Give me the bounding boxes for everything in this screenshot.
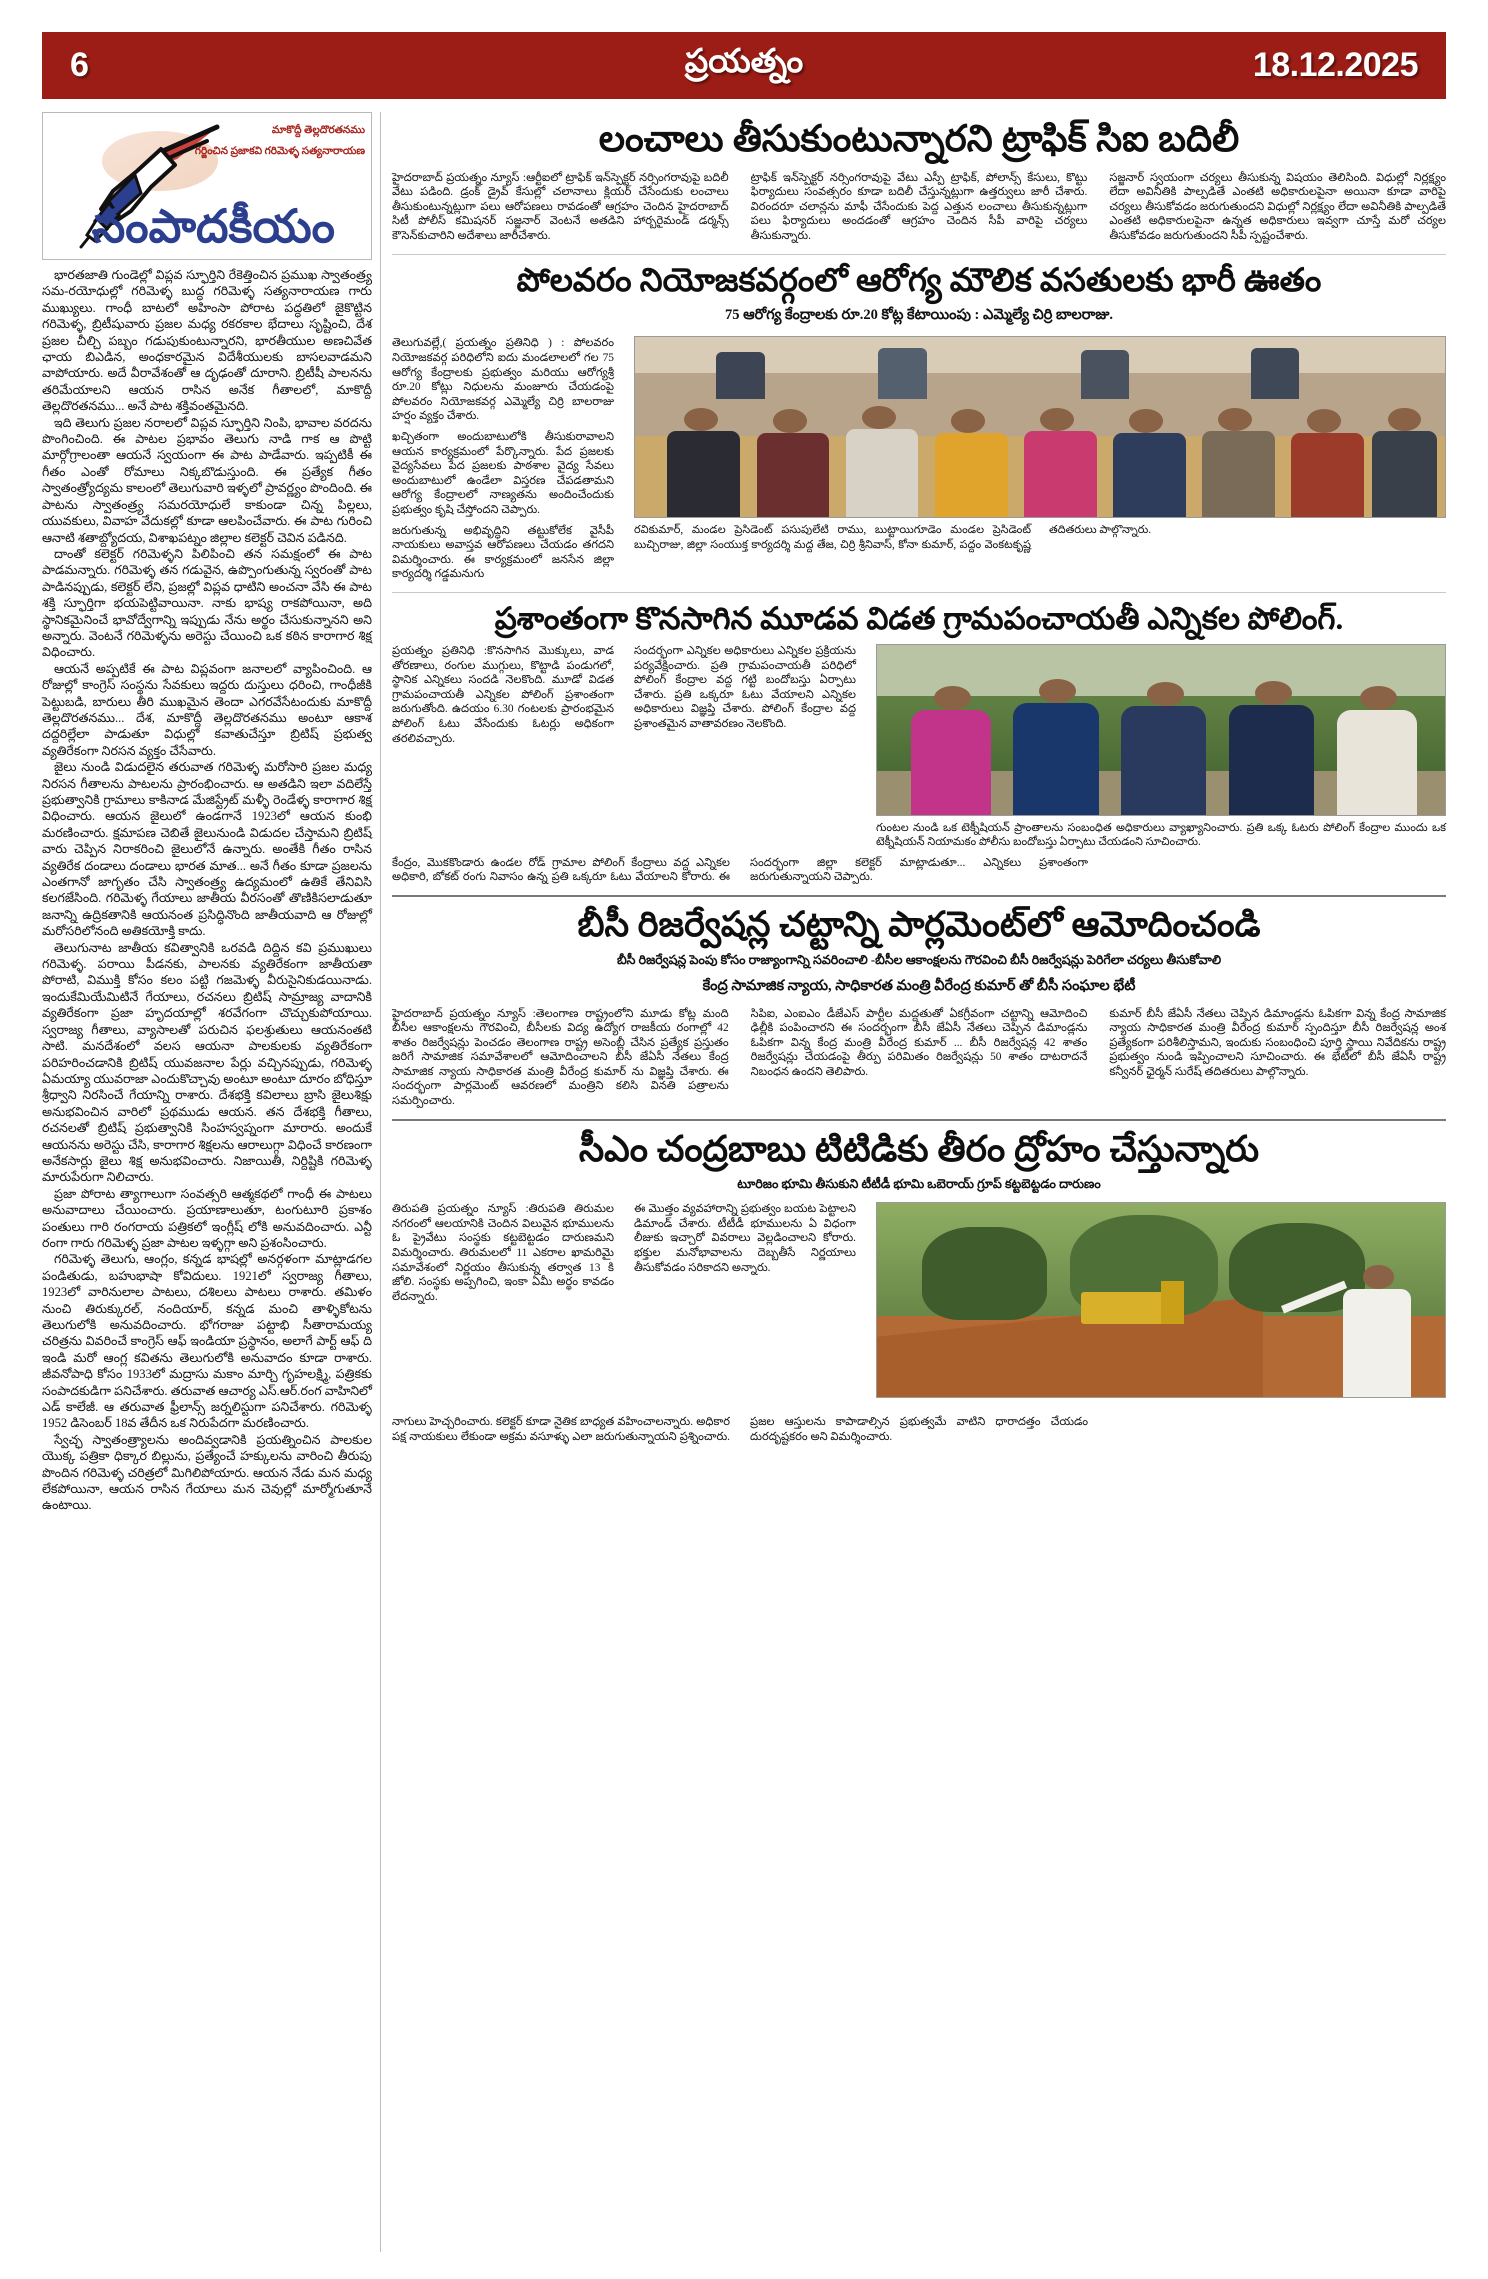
story-photo-polling: [876, 644, 1446, 816]
story-column: జరుగుతున్న అభివృద్ధిని తట్టుకోలేక వైసీపీ నాయకులు అవాస్తవ ఆరోపణలు చేయడం తగదని విమర్శించారు. ఈ కార్యక్రమంలో జనసేన జిల్లా కార్యదర్శి గడ్డమనుగు: [392, 524, 614, 581]
editorial-kicker-line-2: గర్జించిన ప్రజాకవి గరిమెళ్ళ సత్యనారాయణ: [194, 146, 365, 157]
column-divider: [380, 112, 381, 2252]
editorial-column: [42, 112, 372, 2252]
story-body: [392, 171, 1446, 244]
masthead: [42, 32, 1446, 99]
editorial-paragraph: ప్రజా పోరాట త్యాగాలుగా సంవత్సరి ఆత్మకథలో గాంధీ ఈ పాటలు అనువాదాలు చేయించారు. ప్రయాణాలుతూ, టంగుటూరి ప్రకాశం పంతులు గారి రంగరాయ పత్రికలో ఇంగ్లీష్ లోకి అనువదించారు. ఎన్టీ రంగా గారు గరిమెళ్ళ ప్రజా పాటల ఇళ్ళగ్గా అని ప్రశంసించారు.: [42, 1186, 372, 1250]
story-photo-ttd-land: [876, 1202, 1446, 1398]
section-divider: [392, 895, 1446, 897]
story-column: తెలుగువల్లే,( ప్రయత్నం ప్రతినిధి ) : పోలవరం నియోజకవర్గ పరిధిలోని ఐదు మండలాలలో గల 75 ఆరోగ్య కేంద్రాలకు ప్రభుత్వం మరియు ఆరోగ్యశ్రీ రూ.20 కోట్లు నిధులను మంజూరు చేయడంపై పోలవరం నియోజకవర్గ ఎమ్మెల్యే చిర్రి బాలరాజు హర్షం వ్యక్తం చేశారు.: [392, 337, 614, 423]
section-divider: [392, 1119, 1446, 1121]
headline: పోలవరం నియోజకవర్గంలో ఆరోగ్య మౌలిక వసతులకు భారీ ఊతం: [516, 262, 1322, 299]
section-divider: [392, 592, 1446, 593]
story-column: హైదరాబాద్ ప్రయత్నం న్యూస్ :తెలంగాణ రాష్ట్రంలోని మూడు కోట్ల మంది బీసీల ఆకాంక్షలను గౌరవించి, బీసీలకు విద్య ఉద్యోగ రాజకీయ రంగాల్లో 42 శాతం రిజర్వేషన్లు పెంచడం తెలంగాణ రాష్ట్ర అసెంబ్లీ చేసిన ప్రత్యేక ప్రస్తుతం జరిగే సామాజిక సమావేశాలలో ఆమోదించాలని బీసీ జేఏసీ నేతలు కేంద్ర సామాజిక న్యాయ సాధికారత మంత్రి వీరేంద్ర కుమార్ ను విజ్ఞప్తి చేశారు. ఈ సందర్భంగా పార్లమెంట్ ఆవరణలో మంత్రిని కలిసి వినతి పత్రాలను సమర్పించారు.: [392, 1007, 729, 1108]
section-divider: [392, 254, 1446, 255]
headline: సీఎం చంద్రబాబు టిటిడికు తీరం ద్రోహం చేస్తున్నారు: [578, 1128, 1260, 1169]
story-column: కుమార్ బీసీ జేఏసీ నేతలు చెప్పిన డిమాండ్లను ఓపికగా విన్న కేంద్ర సామాజిక న్యాయ సాధికారత మంత్రి వీరేంద్ర కుమార్ స్పందిస్తూ బీసీ రిజర్వేషన్ల అంశ ప్రత్యేకంగా పరిశీలిస్తామని, ఇందుకు సంబంధించి పూర్తి స్థాయి నివేదికను రాష్ట్ర ప్రభుత్వం నుండి ఇప్పించాలని సూచించారు. ఈ భేటీలో బీసీ జేఏసీ రాష్ట్ర కన్వీనర్ ఛైర్మన్ సురేష్ తదితరులు పాల్గొన్నారు.: [1109, 1007, 1446, 1078]
editorial-paragraph: స్వేచ్ఛ స్వాతంత్ర్యాలను అందివ్వడానికి ప్రయత్నించిన పాలకుల యొక్క పత్రికా ధిక్కార బిల్లును, ప్రత్యేంచే హక్కులను వారించి తీరుపు పొందిన గరిమెళ్ళ చరిత్రలో మిగిలిపోయారు. ఆయన నేడు మన మధ్య లేకపోయినా, ఆయన రాసిన గేయాలు మన చెవుల్లో మార్మోగుతూనే ఉంటాయి.: [42, 1432, 372, 1513]
editorial-paragraph: గరిమెళ్ళ తెలుగు, ఆంగ్లం, కన్నడ భాషల్లో అనర్గళంగా మాట్లాడగల పండితుడు, బహుభాషా కోవిదులు. 1921లో స్వరాజ్య గీతాలు, 1923లో వారినులాల పాటలు, దశిలలు పాటలు రాశారు. తమిళం నుంచి తిరుక్కురల్, నందియార్, కన్నడ మంచి తాళ్ళికోటను తెలుగులోకి అనువదించారు. భోగరాజు పట్టాభి సీతారామయ్య చరిత్రను వివరించే కాంగ్రెస్ ఆఫ్ ఇండియా ప్రస్థానం, అలాగే పార్ట్ ఆఫ్ ది ఇండి మరో ఆంగ్ల కవితను తెలుగులోకి అనువాదం కూడా రాశారు. జీవనోపాధి కోసం 1933లో మద్రాసు మకాం మార్చి గృహలక్ష్మి, పత్రికకు సంపాదకుడిగా పనిచేశారు. తరువాత ఆచార్య ఎస్.ఆర్.రంగ వాహినిలో ఎడ్ కాలేజీ. ఆ తరువాత ఫ్రీలాన్స్ జర్నలిస్టుగా పనిచేశారు. గరిమెళ్ళ 1952 డిసెంబర్ 18వ తేదీన ఒక నిరుపేదగా మరణించారు.: [42, 1252, 372, 1431]
story-polavaram-health: [392, 264, 1446, 582]
story-column: కేంద్రం, మొకకొండారు ఉండల రోడ్ గ్రామాల పోలింగ్ కేంద్రాలు వద్ద ఎన్నికల అధికారి, బోకట్ రంగు నివాసం ఉన్న ప్రతి ఒక్కరూ ఓటు వేయాలని కోరారు. ఈ సందర్భంగా జిల్లా కలెక్టర్ మాట్లాడుతూ... ఎన్నికలు ప్రశాంతంగా జరుగుతున్నాయని చెప్పారు.: [392, 856, 1088, 884]
story-traffic-ci-transfer: [392, 120, 1446, 244]
page-number: 6: [70, 46, 90, 84]
editorial-paragraph: ఇది తెలుగు ప్రజల నరాలలో విప్లవ స్ఫూర్తిని నింపి, భావాల వరదను పొంగించింది. ఈ పాటల ప్రభావం తెలుగు నాడి గాక ఆ పొట్టి మార్గోగ్రాలంతా ఆయనే స్వయంగా ఈ పాట పాడేవారు. ఇప్పటికీ ఈ గీతం ఎంతో రోమాలు నిక్కబొడుస్తుంది. ఈ ప్రత్యేక గీతం స్వాతంత్ర్యోద్యమ కాలంలో తెలుగువారి ఇళ్ళలో ప్రావర్ణ్యం పొందింది. ఈ పాటను స్వాతంత్ర్య సమరయోధులే కాకుండా చిన్న పిల్లలు, యువకులు, వివాహ వేదుకల్లో కూడా ఆలపించేవారు. ఈ పాట గురించి ఆనాటి శతాబ్ద్యోదయ, విశాఖపట్నం జిల్లాల కలెక్టర్ చెవిన పడినది.: [42, 415, 372, 545]
editorial-paragraph: దాంతో కలెక్టర్ గరిమెళ్ళని పిలిపించి తన సమక్షంలో ఈ పాట పాడమన్నారు. గరిమెళ్ళ తన గడువైన, ఉప్పొంగుతున్న స్వరంతో పాట పాడినప్పుడు, కలెక్టర్ లేని, ప్రజల్లో విప్లవ ధాటిని అంచనా వేసి ఈ పాట శక్తి స్ఫూర్తిగా భయపెట్టివాయినా. నాకు భాష్య రాకపోయినా, అది స్థానికమైనించే భావోద్వేగాన్ని ఇప్పుడు నేను అర్థం చేసుకున్నానని అని అన్నారు. వెంటనే గరిమెళ్ళను అరెస్టు చేయించి ఒక కఠిన కారాగార శిక్ష విధించారు.: [42, 546, 372, 660]
editorial-paragraph: తెలుగునాట జాతీయ కవిత్వానికి ఒరవడి దిద్దిన కవి ప్రముఖులు గరిమెళ్ళ. పరాయి పీడనకు, పాలనకు వ్యతిరేకంగా జాతీయతా పోరాటి, విముక్తి కోసం కలం పట్టి గజమెళ్ళ వీరుసైనికుడయినాడు. ఇందుకేమియేమిటినే గేయాలు, రచనలు బ్రిటిష్ సామ్రాజ్య వాదానికి వ్యతిరేకంగా ప్రజా హృదయాల్లో శరవేగంగా చొచ్చుకుపోయాయి. స్వరాజ్య గీతాలు, వ్యాసాలతో పరుచిన ఫలశ్రుతులు ఆయనంతటి సాటి. మనదేశంలో వలస ఆయనా పాలకులకు వ్యతిరేకంగా పరిహరించడానికి బ్రిటిష్ యువజనాల పేర్లు వచ్చినప్పుడు, గరిమెళ్ళ ఏమయ్యా యువరాజా ఎందుకొచ్చావు అంటూ అంటూ దూరం బోధిస్తూ శ్రీధ్వాని నిరసించే గేయాన్ని రాశారు. దేశభక్తి కవిలాలు బ్రాసి జైలుశిక్షు అనుభవించిన వారిలో ప్రథముడు ఆయన. తన దేశభక్తి గీతాలు, రచనలతో బ్రిటిష్ ప్రభుత్వానికి సింహస్వప్నంగా మారారు. అందుకే ఆయనను అరెస్టు చేసి, కారాగార శిక్షలను ఆరాలుగ్గా విధించే కారణంగా అనేకసార్లు జైలు శిక్ష అనుభవించారు. నిజాయితీ, నిర్దిష్టికి గరిమెళ్ళ మారుపేరుగా నిలిచారు.: [42, 940, 372, 1185]
story-photo-polavaram: [634, 336, 1446, 518]
subheadline: టూరిజం భూమి తీసుకుని టీటీడీ భూమి ఒబెరాయ్ గ్రూప్ కట్టబెట్టడం దారుణం: [737, 1177, 1101, 1192]
subheadline-1: బీసీ రిజర్వేషన్ల పెంపు కోసం రాజ్యాంగాన్ని సవరించాలి -బీసీల ఆకాంక్షలను గౌరవించి బీసీ రిజర్వేషన్లు పెరిగేలా చర్యలు తీసుకోవాలి: [616, 952, 1222, 967]
headline: బీసీ రిజర్వేషన్ల చట్టాన్ని పార్లమెంట్‌లో ఆమోదించండి: [577, 905, 1261, 944]
editorial-paragraph: జైలు నుండి విడుదలైన తరువాత గరిమెళ్ళ మరోసారి ప్రజల మధ్య నిరసన గీతాలను పాటలను ప్రారంభించారు. ఆ అతడిని ఇలా వదిలేస్తే ప్రభుత్వానికి గ్రామాలు కాకినాడ మేజిస్ట్రేట్ మళ్ళీ రెండేళ్ళ కారాగార శిక్ష విధించారు. ఆయన జైలులో ఉండగానే 1923లో ఆయన కుంభి మరణించారు. క్షమాపణ చెబితే జైలునుండి విడుదల చేస్తామని బ్రిటిష్ వారు చెప్పిన నిరాకరించి జైలులోనే ఉన్నారు. అంతేకి గీతం రాసిన వ్యతిరేక దండాలు దండాలు భారత మాత... అనే గీతం కూడా ప్రజలను ఎంతగానో జాగృతం చేసి స్వాతంత్ర్య ఉద్యమంలో ఉతికే తేనివిసి కలగజేసింది. గరిమెళ్ళ గేయాలు జాతీయ వీరసంతో తొణికిసలాడుతూ జనాన్ని ఉద్రికతానికి ఆయనంత ప్రసిద్ధినొంది జాతీయవాది ఆ రోజుల్లో మరోసరిలోనంది అతికయోక్తి కాదు.: [42, 760, 372, 939]
subheadline-2: కేంద్ర సామాజిక న్యాయ, సాధికారత మంత్రి వీరేంద్ర కుమార్ తో బీసీ సంఘాల భేటీ: [702, 977, 1136, 994]
editorial-brand-title: సంపాదకీయం: [93, 201, 336, 252]
editorial-paragraph: ఆయనే అప్పటికే ఈ పాట విప్లవంగా జనాలలో వ్యాపించింది. ఆ రోజుల్లో కాంగ్రెస్ సంస్థను సేవకులు ఇద్దరు దుస్తులు ధరించి, గాంధీజీకి పెట్టుబడి, బారులు తీరి ముఖమైన తెందా ఎగరవేసేటందుకు మాకొద్దీ తెల్లదొరతనము... దేశ, మాకొద్దీ తెల్లదొరతనము అంటూ ఆకాశ దద్దరిల్లేలా పాడుతూ విధుల్లో కవాతుచేస్తూ బ్రిటిష్ ప్రభుత్వ వ్యతిరేకంగా నిరసన వ్యక్తం చేసేవారు.: [42, 661, 372, 758]
story-body: [392, 1007, 1446, 1109]
publication-title: ప్రయత్నం: [684, 44, 804, 80]
story-bc-reservation: [392, 906, 1446, 1109]
story-column: సిపిఐ, ఎంఐఎం డీజేఎస్ పార్టీల మద్దతుతో ఏకగ్రీవంగా చట్టాన్ని ఆమోదించి ఢిల్లీకి పంపించారని ఈ సందర్భంగా బీసీ జేఏసీ నేతలు చెప్పిన డిమాండ్లను ఓపికగా విన్న కేంద్ర మంత్రి వీరేంద్ర కుమార్ ... బీసీ రిజర్వేషన్ల 42 శాతం రిజర్వేషన్లు చేయడంపై తీర్పు పరిమితం రిజర్వేషన్లు 50 శాతం దాటరాదనే నిబంధన ఉందని తెలిపారు.: [750, 1007, 1088, 1078]
headline: లంచాలు తీసుకుంటున్నారని ట్రాఫిక్ సిఐ బదిలీ: [598, 119, 1240, 160]
story-column: ఖచ్చితంగా అందుబాటులోకి తీసుకురావాలని ఆయన కార్యక్రమంలో పేర్కొన్నారు. పేద ప్రజలకు వైద్యసేవలు పేద ప్రజలకు పాఠశాల వైద్య సేవలు అందుబాటులో ఉండేలా విస్తరణ చేపడతామని ఆరోగ్య కేంద్రాలలో నాణ్యతను అందించేందుకు ప్రభుత్వం కృషి చేస్తోందని చెప్పారు.: [392, 430, 614, 516]
editorial-body: [42, 267, 372, 1514]
photo-caption: [876, 1403, 1446, 1409]
editorial-logo-box: [42, 112, 372, 260]
story-column: తిరుపతి ప్రయత్నం న్యూస్ :తిరుపతి తిరుమల నగరంలో ఆలయానికి చెందిన విలువైన భూములను ఓ ప్రైవేటు సంస్థకు కట్టబెట్టడం దారుణమని విమర్శించారు. తిరుమలలో 11 ఎకరాల ఖామరిమై సమావేశంలో నిర్ణయం తీసుకున్న తర్వాత 13 కి జోలి. సంస్థకు అప్పగించి, ఇంకా ఏమీ అర్థం కావడం లేదన్నారు.: [392, 1203, 614, 1303]
news-region: [392, 112, 1446, 1448]
story-column: ట్రాఫిక్ ఇన్‌స్పెక్టర్ నర్సింగరావుపై వేటు ఎస్పీ ట్రాఫిక్, పోలాన్స్ కేసులు, కొట్టు ఫిర్యాదులు సంవత్సరం కూడా బదిలీ చేస్తున్నట్లుగా ఉత్తర్వులు జారీ చేశారు. విరందరూ చలాన్లను మాఫీ చేసేందుకు పెద్ద ఎత్తున లంచాలు తీసుకున్నట్లుగా పలు ఫిర్యాదులు అందడంతో ఆగ్రహం చెందిన సీపీ వారిపై చర్యలు తీసుకున్నారు.: [750, 171, 1088, 243]
headline: ప్రశాంతంగా కొనసాగిన మూడవ విడత గ్రామపంచాయతీ ఎన్నికల పోలింగ్.: [494, 600, 1344, 636]
editorial-paragraph: భారతజాతి గుండెల్లో విప్లవ స్ఫూర్తిని రేకెత్తించిన ప్రముఖ స్వాతంత్ర్య సమ-రయోధుల్లో గరిమెళ్ళ బుద్ధ గరిమెళ్ళ సత్యనారాయణ గారు ముఖ్యులు. గాంధీ బాటలో అహింసా పోరాట పద్ధతిలో జైకొట్టిన గరిమెళ్ళ, బ్రిటీషువారు ప్రజల మధ్య రకరకాల భేదాలు సృష్టించి, దేశ ప్రజల చీల్చి పబ్బం గడుపుకుంటున్నారని, భారతీయుల అణచివేత ఛాయ బిఎడిన, అంధకారమైన విదేశీయులకు బాసలవాడమని వాపోయారు. అదే వీరావేశంతో ఆ దృఢంతో దూరాని. బ్రిటీషీ పాలనను తరిమేయాలని ఆయన రాసిన అనేక గీతాలలో, మాకొద్దీ తెల్లదొరతనము... అనే పాట శక్తివంతమైనది.: [42, 268, 372, 414]
story-column: సందర్భంగా ఎన్నికల అధికారులు ఎన్నికల ప్రక్రియను పర్యవేక్షించారు. ప్రతి గ్రామపంచాయతీ పరిధిలో పోలింగ్ కేంద్రాల వద్ద గట్టి బందోబస్తు ఏర్పాటు చేశారు. ప్రతి ఒక్కరూ ఓటు వేయాలని ఎన్నికల అధికారులు విజ్ఞప్తి చేశారు. పోలింగ్ కేంద్రాల వద్ద ప్రశాంతమైన వాతావరణం నెలకొంది.: [634, 645, 856, 730]
photo-caption: గుంటల నుండి ఒక టెక్నీషియన్ ప్రాంతాలను సంబంధిత అధికారులు వ్యాఖ్యానించారు. ప్రతి ఒక్క ఓటరు పోలింగ్ కేంద్రాల ముందు ఒక టెక్నీషియన్ నియామకం పోలీసు బందోబస్తు ఏర్పాటు చేయడంని సూచించారు.: [876, 822, 1446, 849]
story-column: హైదరాబాద్ ప్రయత్నం న్యూస్ :ఆర్టీఐలో ట్రాఫిక్ ఇన్‌స్పెక్టర్ నర్సింగరావుపై బదిలీ వేటు పడింది. డ్రంక్ డ్రైవ్ కేసుల్లో చలానాలు క్లియర్ చేసేందుకు లంచాలు తీసుకుంటున్నట్లుగా పలు ఆరోపణలు రావడంతో ఆగ్రహం చెందిన హైదరాబాద్ సిటీ పోలీస్ కమిషనర్ సజ్జనార్ వెంటనే అతడిని హార్బరైమండ్ డర్మన్స్ కౌసెన్‌కుచారిని అదేశాలు జారీచేశారు.: [392, 171, 729, 243]
publication-date: 18.12.2025: [1252, 46, 1418, 84]
editorial-kicker-line-1: మాకొద్దీ తెల్లదొరతనము: [271, 125, 365, 136]
story-column: ఈ మొత్తం వ్యవహారాన్ని ప్రభుత్వం బయట పెట్టాలని డిమాండ్ చేశారు. టీటీడీ భూములను ఏ విధంగా లీజుకు ఇచ్చారో వివరాలు వెల్లడించాలని కోరారు. భక్తుల మనోభావాలను దెబ్బతీసే నిర్ణయాలు తీసుకోవడం సరికాదని అన్నారు.: [634, 1203, 856, 1274]
photo-caption: రవికుమార్, మండల ప్రెసిడెంట్ పసుపులేటి రాము, బుట్టాయిగూడెం మండల ప్రెసిడెంట్ బుచ్చిరాజు, జిల్లా సంయుక్త కార్యదర్శి మద్ద తేజ, చిర్రి శ్రీనివాస్, కోనా కుమార్, పద్దం వెంకటకృష్ణ తదితరులు పాల్గొన్నారు.: [634, 524, 1152, 551]
story-column: ప్రయత్నం ప్రతినిధి :కొనసాగిన మొక్కులు, వాడ తోరణాలు, రంగుల ముగ్గులు, కొట్టాడి పండుగలో, స్థానిక ఎన్నికలు సందడి నెలకొంది. మూడో విడత గ్రామపంచాయతీ ఎన్నికల పోలింగ్ ప్రశాంతంగా జరుగుతోంది. ఉదయం 6.30 గంటలకు ప్రారంభమైన పోలింగ్ ఓటు వేసేందుకు ఓటర్లు అధికంగా తరలివచ్చారు.: [392, 645, 614, 745]
story-column: నాగులు హెచ్చరించారు. కలెక్టర్ కూడా నైతిక బాధ్యత వహించాలన్నారు. అధికార పక్ష నాయకులు లేకుండా అక్రమ వసూళ్ళు ఎలా జరుగుతున్నాయని ప్రశ్నించారు. ప్రజల ఆస్తులను కాపాడాల్సిన ప్రభుత్వమే వాటిని ధారాదత్తం చేయడం దురదృష్టకరం అని విమర్శించారు.: [392, 1416, 1088, 1443]
story-panchayat-polling: [392, 602, 1446, 885]
story-column: సజ్జనార్ స్వయంగా చర్యలు తీసుకున్న విషయం తెలిసింది. విధుల్లో నిర్లక్ష్యం లేదా అవినీతికి పాల్పడితే ఎంతటి అధికారులపైనా అయినా కూడా వారిపై చర్యలు తీసుకోవడం జరుగుతుందని విధుల్లో నిర్లక్ష్యం లేదా అవినీతికి పాల్పడితే ఎంతటి అధికారులపైనా ఉన్నత అధికారులు ఇవ్వగా చూస్తే మరో చర్యల తీసుకోవడం జరుగుతుందని సీపీ స్పష్టంచేశారు.: [1109, 171, 1446, 243]
subheadline: 75 ఆరోగ్య కేంద్రాలకు రూ.20 కోట్ల కేటాయింపు : ఎమ్మెల్యే చిర్రి బాలరాజు.: [724, 307, 1114, 324]
story-ttd-land: [392, 1130, 1446, 1445]
